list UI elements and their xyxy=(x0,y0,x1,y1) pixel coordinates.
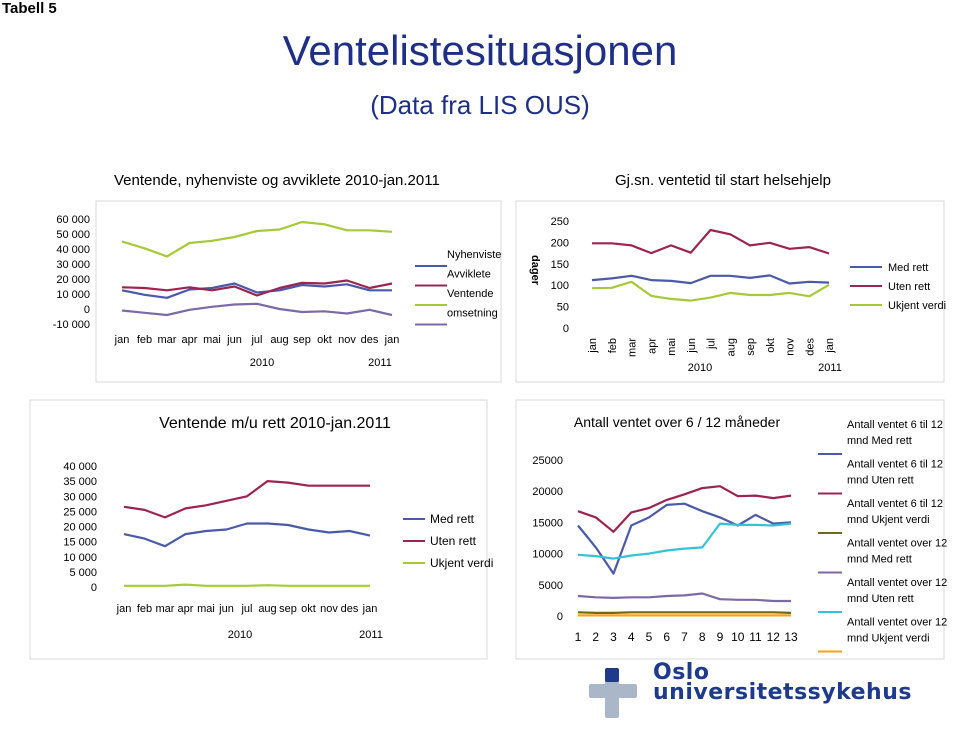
series-line-3-2 xyxy=(124,481,370,517)
series-line-1-4 xyxy=(122,304,392,315)
y-tick-label: 30 000 xyxy=(63,491,97,504)
x-tick-label: sep xyxy=(745,338,757,356)
x-tick-label: aug xyxy=(725,338,738,357)
x-tick-label: aug xyxy=(270,334,289,346)
x-tick-label: des xyxy=(360,334,379,346)
x-tick-label: apr xyxy=(181,334,198,346)
x-tick-label: jan xyxy=(114,334,130,346)
y-tick-label: 100 xyxy=(550,280,569,293)
legend-label: Uten rett xyxy=(430,534,477,548)
y-tick-label: 0 xyxy=(562,323,569,335)
x-tick-label: jun xyxy=(219,603,234,615)
chart-frame-1 xyxy=(96,201,501,382)
legend-label: omsetning xyxy=(447,307,498,320)
x-tick-label: 7 xyxy=(681,630,688,644)
y-tick-label: 40 000 xyxy=(56,244,90,256)
legend-label: Nyhenviste xyxy=(447,249,502,261)
y-tick-label: 15000 xyxy=(532,517,563,530)
hospital-logo xyxy=(585,660,912,726)
legend-label: mnd Uten rett xyxy=(847,474,914,487)
x-tick-label: 8 xyxy=(698,630,706,644)
y-tick-label: 10 000 xyxy=(63,551,97,564)
page-subtitle: (Data fra LIS OUS) xyxy=(370,90,590,120)
legend-label: Antall ventet over 12 xyxy=(847,537,948,550)
year-label: 2011 xyxy=(818,362,842,374)
x-tick-label: mar xyxy=(155,603,175,615)
x-tick-label: okt xyxy=(317,334,332,346)
x-tick-label: 9 xyxy=(716,630,724,644)
y-tick-label: 10 000 xyxy=(56,289,90,301)
x-tick-label: 11 xyxy=(749,630,762,644)
cross-logo-icon xyxy=(585,666,645,722)
legend-label: Antall ventet over 12 xyxy=(847,577,948,589)
x-tick-label: 6 xyxy=(663,630,671,644)
series-line-2-2 xyxy=(592,230,829,254)
x-tick-label: mai xyxy=(666,338,678,356)
x-tick-label: feb xyxy=(606,338,619,354)
y-tick-label: 15 000 xyxy=(63,536,97,549)
x-tick-label: sep xyxy=(279,603,297,615)
year-label: 2010 xyxy=(227,629,253,641)
y-tick-label: 40 000 xyxy=(63,461,97,473)
x-tick-label: jan xyxy=(824,338,836,353)
legend-label: Avviklete xyxy=(447,268,491,281)
y-tick-label: -10 000 xyxy=(52,319,90,331)
chart-frame-3 xyxy=(30,400,487,659)
year-label: 2010 xyxy=(687,362,713,374)
page-title: Ventelistesituasjonen xyxy=(282,27,678,74)
x-tick-label: 12 xyxy=(766,630,780,644)
series-line-1-3 xyxy=(122,222,392,257)
series-line-4-4 xyxy=(578,594,791,602)
x-tick-label: aug xyxy=(258,603,277,615)
legend-label: mnd Ukjent verdi xyxy=(847,514,930,526)
section-title-right: Gj.sn. ventetid til start helsehjelp xyxy=(615,172,831,189)
y-tick-label: 0 xyxy=(90,582,97,594)
series-line-3-3 xyxy=(124,585,370,586)
x-tick-label: nov xyxy=(338,334,356,346)
y-tick-label: 5000 xyxy=(538,579,563,592)
legend-label: Med rett xyxy=(430,512,475,526)
series-line-4-3 xyxy=(578,612,791,613)
x-tick-label: jan xyxy=(384,334,400,346)
x-tick-label: 10 xyxy=(731,630,745,644)
legend-label: Ukjent verdi xyxy=(888,300,947,312)
x-tick-label: des xyxy=(340,603,359,615)
x-tick-label: jul xyxy=(251,334,263,346)
x-tick-label: feb xyxy=(136,603,153,615)
table-label: Tabell 5 xyxy=(2,0,57,17)
x-tick-label: nov xyxy=(320,603,338,615)
logo-line2: universitetssykehus xyxy=(653,680,912,705)
chart-title-3: Ventende m/u rett 2010-jan.2011 xyxy=(159,415,391,432)
x-tick-label: jan xyxy=(587,338,599,353)
series-line-4-1 xyxy=(578,504,791,574)
x-tick-label: jun xyxy=(227,334,242,346)
x-tick-label: 3 xyxy=(610,630,617,644)
x-tick-label: jul xyxy=(705,338,718,350)
x-tick-label: jan xyxy=(362,603,378,615)
legend-label: Antall ventet 6 til 12 xyxy=(847,498,944,510)
legend-label: Ventende xyxy=(447,288,494,300)
legend-label: Antall ventet 6 til 12 xyxy=(847,419,944,431)
x-tick-label: jun xyxy=(685,338,698,353)
y-tick-label: 50 000 xyxy=(56,229,90,241)
legend-label: Ukjent verdi xyxy=(430,556,494,570)
legend-label: Antall ventet 6 til 12 xyxy=(847,458,944,471)
x-tick-label: feb xyxy=(136,334,153,346)
y-axis-label: dager xyxy=(529,255,541,285)
chart-title-4: Antall ventet over 6 / 12 måneder xyxy=(573,414,781,430)
year-label: 2011 xyxy=(359,629,383,641)
legend-label: Uten rett xyxy=(888,281,931,293)
legend-label: Antall ventet over 12 xyxy=(847,616,948,629)
y-tick-label: 5 000 xyxy=(69,566,97,579)
y-tick-label: 25000 xyxy=(532,455,563,467)
y-tick-label: 0 xyxy=(556,611,563,623)
legend-label: mnd Med rett xyxy=(847,553,912,566)
x-tick-label: des xyxy=(804,338,817,356)
series-line-2-3 xyxy=(592,282,829,301)
y-tick-label: 200 xyxy=(550,237,569,250)
x-tick-label: mar xyxy=(157,334,177,346)
x-tick-label: mai xyxy=(197,603,215,615)
x-tick-label: apr xyxy=(646,338,659,354)
x-tick-label: okt xyxy=(764,338,777,353)
year-label: 2011 xyxy=(368,357,392,369)
y-tick-label: 50 xyxy=(556,301,569,314)
x-tick-label: 5 xyxy=(645,630,653,644)
x-tick-label: mar xyxy=(626,338,639,357)
y-tick-label: 20000 xyxy=(532,486,563,499)
y-tick-label: 150 xyxy=(550,258,569,271)
x-tick-label: 4 xyxy=(627,630,635,644)
y-tick-label: 60 000 xyxy=(56,214,90,226)
x-tick-label: nov xyxy=(784,338,797,356)
y-tick-label: 0 xyxy=(83,304,90,316)
x-tick-label: jul xyxy=(241,603,253,615)
x-tick-label: jan xyxy=(116,603,132,615)
y-tick-label: 250 xyxy=(550,216,569,228)
x-tick-label: 1 xyxy=(574,630,582,644)
year-label: 2010 xyxy=(249,357,275,369)
series-line-3-1 xyxy=(124,524,370,547)
y-tick-label: 25 000 xyxy=(63,506,97,519)
legend-label: Med rett xyxy=(888,262,929,274)
legend-label: mnd Ukjent verdi xyxy=(847,632,930,645)
x-tick-label: apr xyxy=(177,603,194,615)
y-tick-label: 10000 xyxy=(532,548,563,561)
y-tick-label: 30 000 xyxy=(56,259,90,271)
y-tick-label: 35 000 xyxy=(63,476,97,489)
x-tick-label: 13 xyxy=(784,630,798,644)
section-title-left: Ventende, nyhenviste og avviklete 2010-jan.2011 xyxy=(114,172,440,189)
y-tick-label: 20 000 xyxy=(56,274,90,286)
logo-line1: Oslo xyxy=(653,660,710,685)
x-tick-label: mai xyxy=(203,334,221,346)
x-tick-label: okt xyxy=(301,603,316,615)
y-tick-label: 20 000 xyxy=(63,521,97,534)
x-tick-label: 2 xyxy=(592,630,600,644)
legend-label: mnd Uten rett xyxy=(847,593,914,605)
legend-label: mnd Med rett xyxy=(847,435,912,447)
x-tick-label: sep xyxy=(293,334,311,346)
